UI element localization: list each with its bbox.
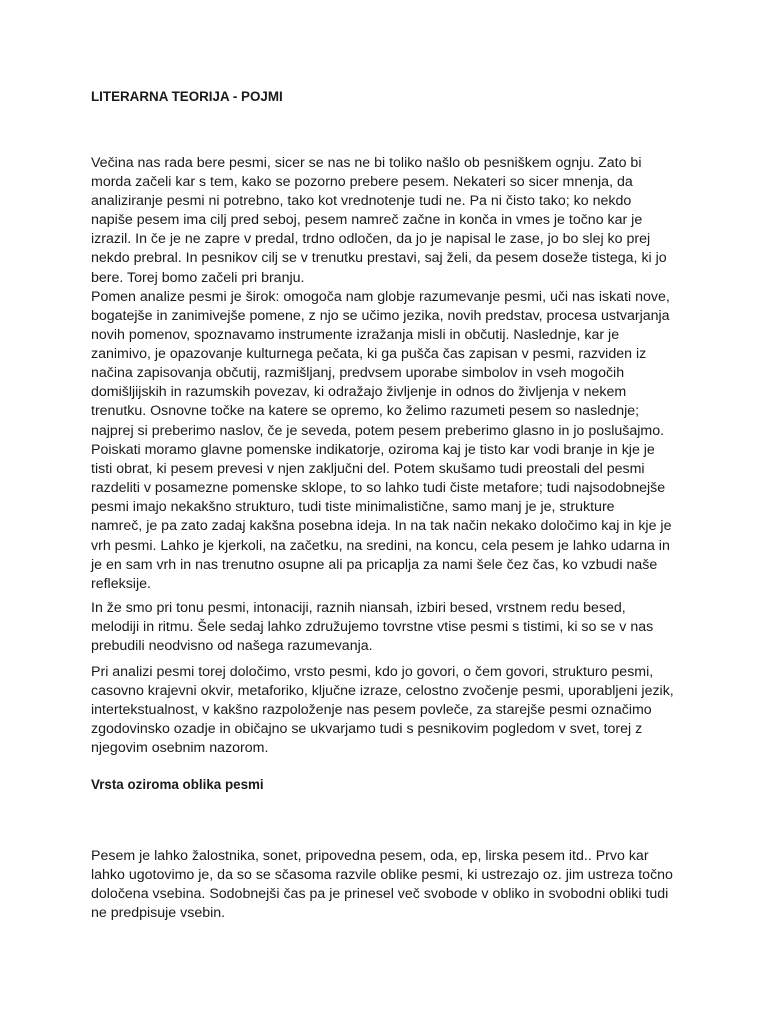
paragraph-reading-steps: najprej si preberimo naslov, če je seveda, potem pesem preberimo glasno in jo poslušajmo. Poiskati moramo glavne pomenske indikatorje, oziroma kaj je tisto kar vodi branje in kje je tisti obrat, ki pesem prevesi v njen zaključni del. Potem skušamo tudi preostali del pesmi razdeliti v posamezne pomenske sklope, to so lahko tudi čiste metafore; tudi najsodobnejše pesmi imajo nekakšno strukturo, tudi tiste minimalistične, samo manj je je, strukture namreč, je pa zato zadaj kakšna posebna ideja. In na tak način nekako določimo kaj in kje je vrh pesmi. Lahko je kjerkoli, na začetku, na sredini, na koncu, cela pesem je lahko udarna in je en sam vrh in nas trenutno osupne ali pa pricaplja za nami šele čez čas, ko vzbudi naše refleksije. [91,423,672,592]
document-title: LITERARNA TEORIJA - POJMI [91,89,283,104]
paragraph-poem-forms: Pesem je lahko žalostnika, sonet, pripovedna pesem, oda, ep, lirska pesem itd.. Prvo kar lahko ugotovimo je, da so se sčasoma razvile oblike pesmi, ki ustrezajo oz. jim ustreza točno določena vsebina. Sodobnejši čas pa je prinesel več svobode v obliko in svobodni obliki tudi ne predpisuje vsebin. [91,848,673,922]
paragraph-analysis-points: Pri analizi pesmi torej določimo, vrsto pesmi, kdo jo govori, o čem govori, strukturo pesmi, casovno krajevni okvir, metaforiko, ključne izraze, celostno zvočenje pesmi, uporabljeni jezik, intertekstualnost, v kakšno razpoloženje nas pesem povleče, za starejše pesmi označimo zgodovinsko ozadje in običajno se ukvarjamo tudi s pesnikovim pogledom v svet, torej z njegovim osebnim nazorom. [91,664,674,757]
paragraph-tone: In že smo pri tonu pesmi, intonaciji, raznih niansah, izbiri besed, vrstnem redu besed, melodiji in ritmu. Šele sedaj lahko združujemo tovrstne vtise pesmi s tistimi, ki so se v nas prebudili neodvisno od našega razumevanja. [91,600,654,655]
section-heading: Vrsta oziroma oblika pesmi [91,777,264,792]
paragraph-intro: Večina nas rada bere pesmi, sicer se nas ne bi toliko našlo ob pesniškem ognju. Zato bi morda začeli kar s tem, kako se pozorno prebere pesem. Nekateri so sicer mnenja, da analiziranje pesmi ni potrebno, tako kot vrednotenje tudi ne. Pa ni čisto tako; ko nekdo napiše pesem ima cilj pred seboj, pesem namreč začne in konča in vmes je točno kar je izrazil. In če je ne zapre v predal, trdno odločen, da jo je napisal le zase, jo bo slej ko prej nekdo prebral. In pesnikov cilj se v trenutku prestavi, saj želi, da pesem doseže tistega, ki jo bere. Torej bomo začeli pri branju. Pomen analize pesmi je širok: omogoča nam globje razumevanje pesmi, uči nas iskati nove, bogatejše in zanimivejše pomene, z njo se učimo jezika, novih predstav, procesa ustvarjanja novih pomenov, spoznavamo instrumente izražanja misli in občutij. Naslednje, kar je zanimivo, je opazovanje kulturnega pečata, ki ga pušča čas zapisan v pesmi, razviden iz načina zapisovanja občutij, razmišljanj, predvsem uporabe simbolov in vseh mogočih domišljijskih in razumskih povezav, ki odražajo življenje in odnos do življenja v nekem trenutku. Osnovne točke na katere se opremo, ko želimo razumeti pesem so naslednje; [91,155,670,420]
